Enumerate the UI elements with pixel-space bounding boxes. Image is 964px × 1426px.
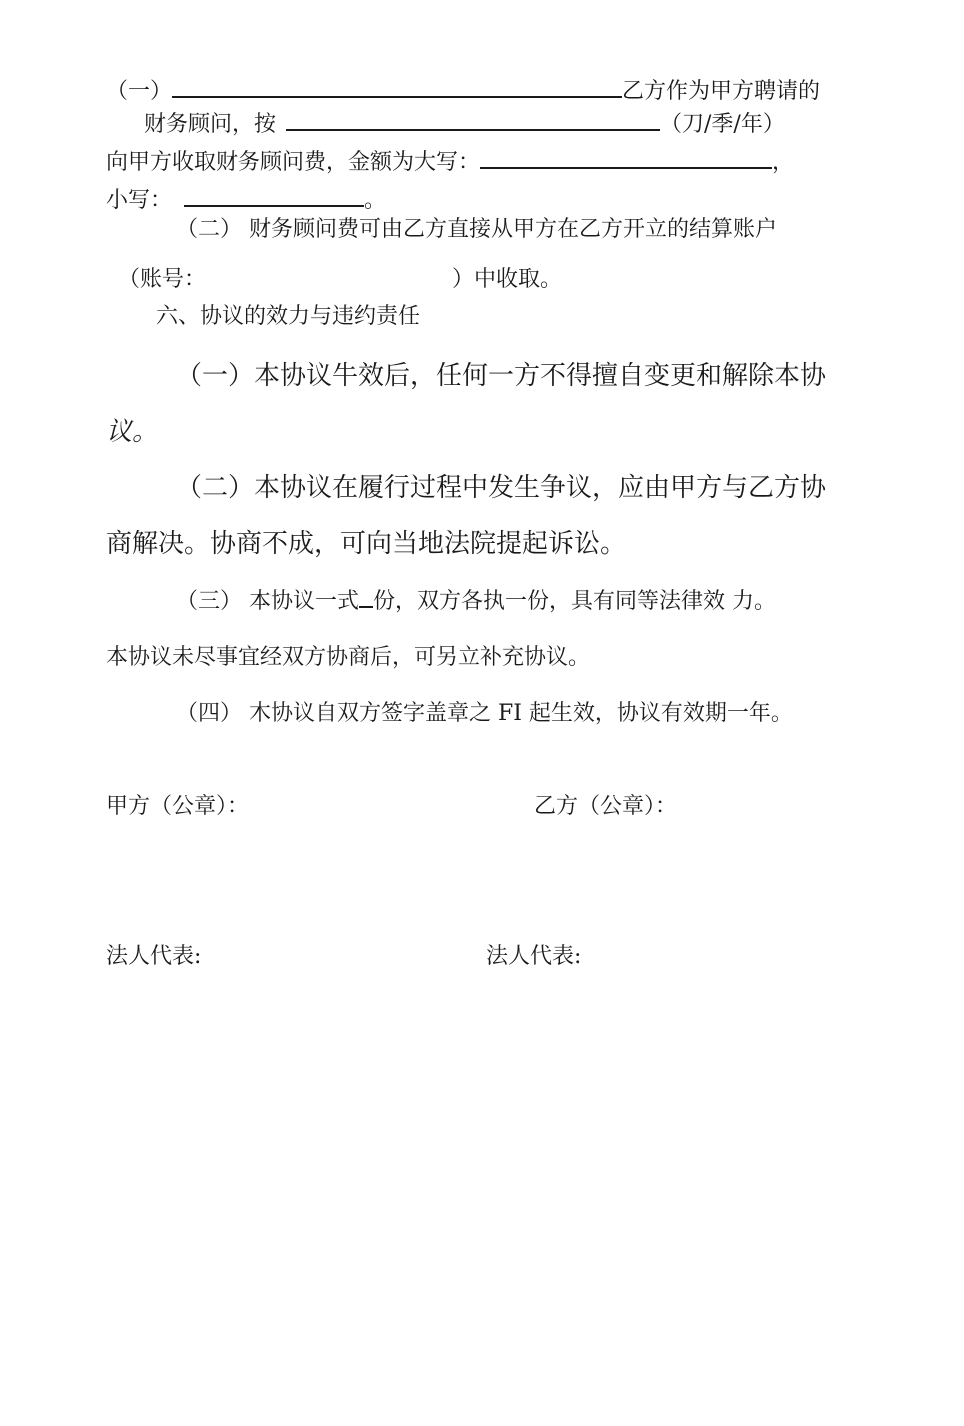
section-6-item-1-cont: 议。	[106, 417, 159, 447]
section-6-item-3-suffix: 份，双方各执一份，具有同等法律效 力。	[373, 589, 776, 614]
account-line	[118, 265, 562, 295]
fee-item-1-suffix: 乙方作为甲方聘请的	[622, 79, 821, 104]
section-6-item-1: （一）本协议牛效后，任何一方不得擅自变更和解除本协	[176, 361, 827, 391]
section-6-item-2-cont: 商解决。协商不成，可向当地法院提起诉讼。	[106, 529, 627, 559]
fee-line-2-suffix: （刀/季/年）	[660, 112, 785, 137]
fee-line-3-prefix: 向甲方收取财务顾问费，金额为大写：	[106, 150, 481, 175]
party-b-seal-label: 乙方（公章）：	[534, 794, 678, 819]
section-6-item-3-prefix: （三） 本协议一式	[176, 589, 359, 614]
account-suffix: ）中收取。	[452, 267, 563, 292]
party-a-representative-label: 法人代表:	[106, 944, 202, 969]
fee-blank-amount-words	[480, 147, 772, 169]
fee-line-2-prefix: 财务顾问，按	[144, 112, 277, 137]
section-6-item-2: （二）本协议在履行过程中发生争议，应由甲方与乙方协	[176, 473, 827, 503]
account-prefix: （账号：	[118, 267, 207, 292]
fee-blank-description	[172, 76, 622, 98]
fee-line-2	[144, 109, 785, 140]
fee-line-4-suffix: 。	[364, 188, 387, 213]
fee-line-4	[106, 185, 386, 216]
fee-line-3-suffix: ，	[772, 150, 795, 175]
copies-blank	[359, 586, 373, 608]
fee-blank-standard	[286, 109, 660, 131]
section-6-heading: 六、协议的效力与违约责任	[156, 304, 421, 329]
fee-item-1-line	[106, 76, 820, 107]
section-6-item-3-cont: 本协议未尽事宜经双方协商后，可另立补充协议。	[106, 645, 591, 670]
party-a-seal-label: 甲方（公章）：	[106, 794, 250, 819]
fee-item-2-line: （二） 财务顾问费可由乙方直接从甲方在乙方开立的结算账户	[176, 217, 777, 242]
fee-line-3	[106, 147, 794, 178]
section-6-item-3	[176, 586, 776, 617]
fee-line-4-prefix: 小写：	[106, 188, 173, 213]
section-6-item-4: （四） 木协议自双方签字盖章之 FI 起生效，协议有效期一年。	[176, 701, 793, 726]
fee-blank-amount-figures	[184, 185, 364, 207]
party-b-representative-label: 法人代表:	[486, 944, 582, 969]
fee-item-1-prefix: （一）	[106, 79, 173, 104]
